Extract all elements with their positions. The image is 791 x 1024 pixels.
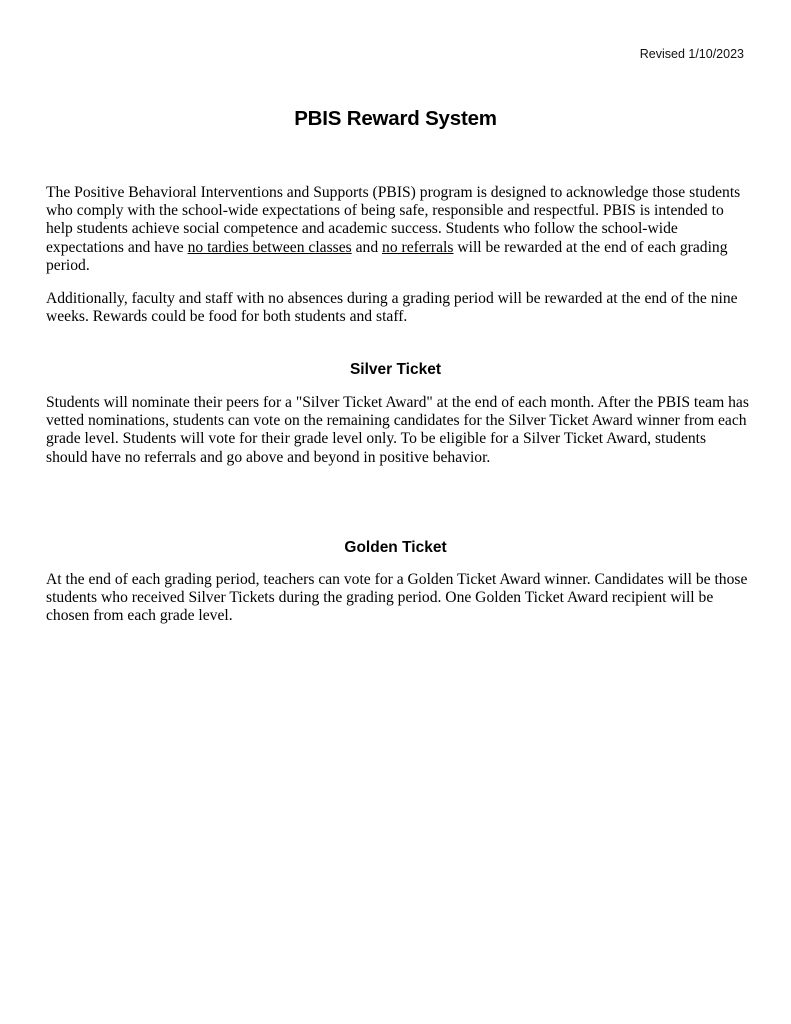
intro-text-3: will be rewarded at the end of each grading period. bbox=[46, 238, 728, 274]
silver-ticket-heading: Silver Ticket bbox=[349, 361, 442, 378]
no-tardies-underlined: no tardies between classes bbox=[187, 238, 352, 256]
intro-text-2: and bbox=[351, 238, 383, 256]
intro-paragraph bbox=[46, 184, 751, 275]
no-referrals-underlined: no referrals bbox=[382, 238, 454, 256]
silver-ticket-paragraph: Students will nominate their peers for a "Silver Ticket Award" at the end of each month. After the PBIS team has vetted nominations, students can vote on the remaining candidates for the Silver Ticket Award winner from each grade level. Students will vote for their grade level only. To be eligible for a Silver Ticket Award, students should have no referrals and go above and beyond in positive behavior. bbox=[46, 394, 749, 466]
revised-date: Revised 1/10/2023 bbox=[639, 47, 744, 61]
golden-ticket-paragraph: At the end of each grading period, teachers can vote for a Golden Ticket Award winner. Candidates will be those students who received Silver Tickets during the grading period. One Golden Ticket Award recipient will be chosen from each grade level. bbox=[46, 571, 748, 625]
golden-ticket-heading: Golden Ticket bbox=[344, 539, 447, 556]
additional-paragraph: Additionally, faculty and staff with no absences during a grading period will be rewarded at the end of the nine weeks. Rewards could be food for both students and staff. bbox=[46, 290, 738, 326]
document-title: PBIS Reward System bbox=[294, 107, 497, 130]
intro-text-1: The Positive Behavioral Interventions and Supports (PBIS) program is designed to acknowledge those students who comply with the school-wide expectations of being safe, responsible and respectful. PBIS is intended to help students achieve social competence and academic success. Students who follow the school-wide expectations and have bbox=[46, 184, 741, 256]
